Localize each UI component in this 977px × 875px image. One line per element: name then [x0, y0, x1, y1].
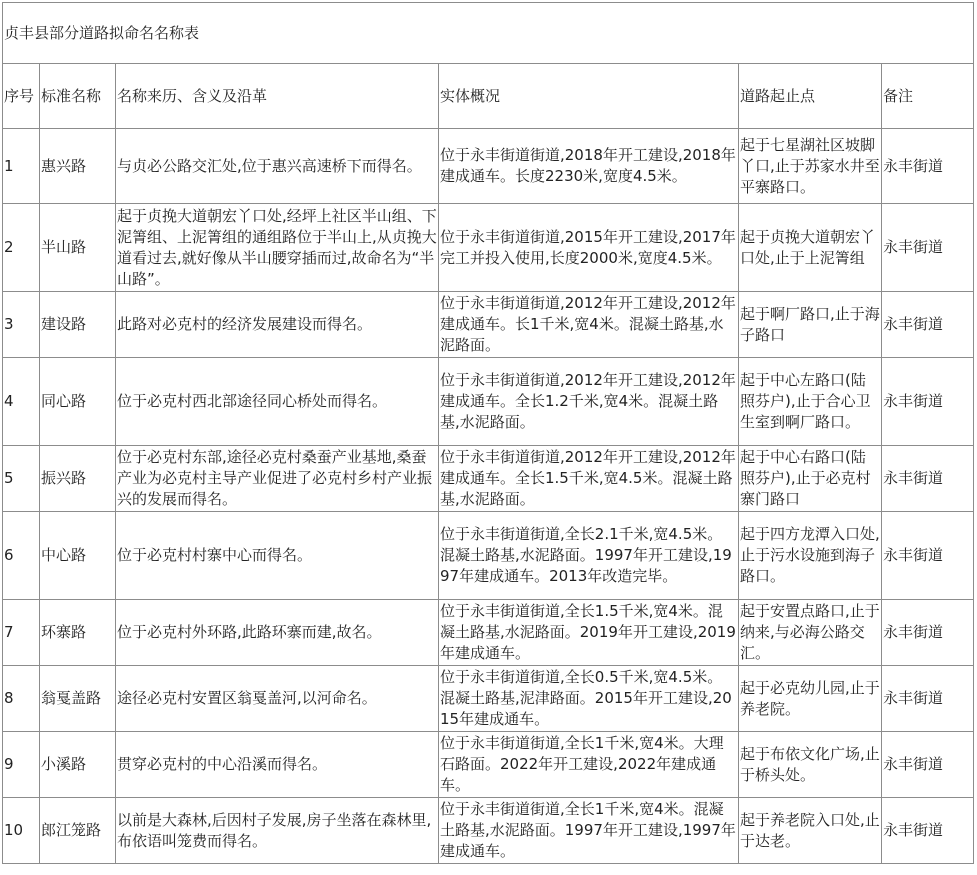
cell-origin: 位于必克村村寨中心而得名。 [116, 512, 439, 600]
cell-endpoints: 起于中心左路口(陆照芬户),止于合心卫生室到啊厂路口。 [739, 358, 882, 446]
cell-endpoints: 起于养老院入口处,止于达老。 [739, 798, 882, 864]
cell-name: 振兴路 [40, 446, 116, 512]
cell-no: 3 [3, 292, 40, 358]
cell-endpoints: 起于贞挽大道朝宏丫口处,止于上泥箐组 [739, 204, 882, 292]
cell-note: 永丰街道 [882, 204, 974, 292]
cell-note: 永丰街道 [882, 666, 974, 732]
cell-overview: 位于永丰街道街道,全长1千米,宽4米。混凝土路基,水泥路面。1997年开工建设,1997年建成通车。 [439, 798, 739, 864]
header-no: 序号 [3, 64, 40, 129]
header-endpoints: 道路起止点 [739, 64, 882, 129]
cell-no: 6 [3, 512, 40, 600]
cell-overview: 位于永丰街道街道,2012年开工建设,2012年建成通车。长1千米,宽4米。混凝土路基,水泥路面。 [439, 292, 739, 358]
cell-endpoints: 起于七星湖社区坡脚丫口,止于苏家水井至平寨路口。 [739, 129, 882, 204]
cell-endpoints: 起于安置点路口,止于纳来,与必海公路交汇。 [739, 600, 882, 666]
cell-note: 永丰街道 [882, 512, 974, 600]
cell-origin: 贯穿必克村的中心沿溪而得名。 [116, 732, 439, 798]
cell-note: 永丰街道 [882, 798, 974, 864]
header-overview: 实体概况 [439, 64, 739, 129]
cell-note: 永丰街道 [882, 446, 974, 512]
cell-name: 小溪路 [40, 732, 116, 798]
table-row [3, 666, 974, 732]
cell-no: 9 [3, 732, 40, 798]
header-origin: 名称来历、含义及沿革 [116, 64, 439, 129]
cell-overview: 位于永丰街道街道,2015年开工建设,2017年完工并投入使用,长度2000米,宽度4.5米。 [439, 204, 739, 292]
cell-note: 永丰街道 [882, 732, 974, 798]
table-row [3, 798, 974, 864]
cell-endpoints: 起于中心右路口(陆照芬户),止于必克村寨门路口 [739, 446, 882, 512]
cell-origin: 以前是大森林,后因村子发展,房子坐落在森林里,布依语叫笼费而得名。 [116, 798, 439, 864]
road-naming-table [2, 2, 974, 864]
cell-origin: 与贞必公路交汇处,位于惠兴高速桥下而得名。 [116, 129, 439, 204]
cell-origin: 位于必克村西北部途径同心桥处而得名。 [116, 358, 439, 446]
cell-note: 永丰街道 [882, 600, 974, 666]
table-row [3, 292, 974, 358]
cell-no: 2 [3, 204, 40, 292]
cell-endpoints: 起于必克幼儿园,止于养老院。 [739, 666, 882, 732]
cell-name: 郎江笼路 [40, 798, 116, 864]
cell-overview: 位于永丰街道街道,全长1.5千米,宽4米。混凝土路基,水泥路面。2019年开工建设,2019年建成通车。 [439, 600, 739, 666]
cell-name: 建设路 [40, 292, 116, 358]
cell-name: 惠兴路 [40, 129, 116, 204]
cell-name: 中心路 [40, 512, 116, 600]
cell-name: 半山路 [40, 204, 116, 292]
cell-name: 翁戛盖路 [40, 666, 116, 732]
cell-note: 永丰街道 [882, 292, 974, 358]
cell-overview: 位于永丰街道街道,2012年开工建设,2012年建成通车。全长1.5千米,宽4.5米。混凝土路基,水泥路面。 [439, 446, 739, 512]
cell-origin: 途径必克村安置区翁戛盖河,以河命名。 [116, 666, 439, 732]
cell-origin: 此路对必克村的经济发展建设而得名。 [116, 292, 439, 358]
cell-no: 5 [3, 446, 40, 512]
cell-no: 4 [3, 358, 40, 446]
table-row [3, 204, 974, 292]
cell-overview: 位于永丰街道街道,2012年开工建设,2012年建成通车。全长1.2千米,宽4米。混凝土路基,水泥路面。 [439, 358, 739, 446]
cell-no: 10 [3, 798, 40, 864]
cell-overview: 位于永丰街道街道,全长0.5千米,宽4.5米。混凝土路基,泥津路面。2015年开工建设,2015年建成通车。 [439, 666, 739, 732]
cell-no: 7 [3, 600, 40, 666]
table-title: 贞丰县部分道路拟命名名称表 [3, 3, 974, 64]
cell-origin: 位于必克村外环路,此路环寨而建,故名。 [116, 600, 439, 666]
table-row [3, 732, 974, 798]
table-row [3, 512, 974, 600]
cell-name: 同心路 [40, 358, 116, 446]
cell-note: 永丰街道 [882, 358, 974, 446]
table-row [3, 358, 974, 446]
cell-endpoints: 起于布依文化广场,止于桥头处。 [739, 732, 882, 798]
table-row [3, 446, 974, 512]
header-row [3, 64, 974, 129]
cell-origin: 起于贞挽大道朝宏丫口处,经坪上社区半山组、下泥箐组、上泥箐组的通组路位于半山上,从贞挽大道看过去,就好像从半山腰穿插而过,故命名为“半山路”。 [116, 204, 439, 292]
cell-endpoints: 起于四方龙潭入口处,止于污水设施到海子路口。 [739, 512, 882, 600]
cell-no: 1 [3, 129, 40, 204]
cell-name: 环寨路 [40, 600, 116, 666]
cell-overview: 位于永丰街道街道,全长1千米,宽4米。大理石路面。2022年开工建设,2022年建成通车。 [439, 732, 739, 798]
header-note: 备注 [882, 64, 974, 129]
cell-overview: 位于永丰街道街道,全长2.1千米,宽4.5米。混凝土路基,水泥路面。1997年开工建设,1997年建成通车。2013年改造完毕。 [439, 512, 739, 600]
table-row [3, 600, 974, 666]
cell-no: 8 [3, 666, 40, 732]
cell-endpoints: 起于啊厂路口,止于海子路口 [739, 292, 882, 358]
cell-origin: 位于必克村东部,途径必克村桑蚕产业基地,桑蚕产业为必克村主导产业促进了必克村乡村产业振兴的发展而得名。 [116, 446, 439, 512]
table-row [3, 129, 974, 204]
cell-note: 永丰街道 [882, 129, 974, 204]
cell-overview: 位于永丰街道街道,2018年开工建设,2018年建成通车。长度2230米,宽度4.5米。 [439, 129, 739, 204]
header-name: 标准名称 [40, 64, 116, 129]
